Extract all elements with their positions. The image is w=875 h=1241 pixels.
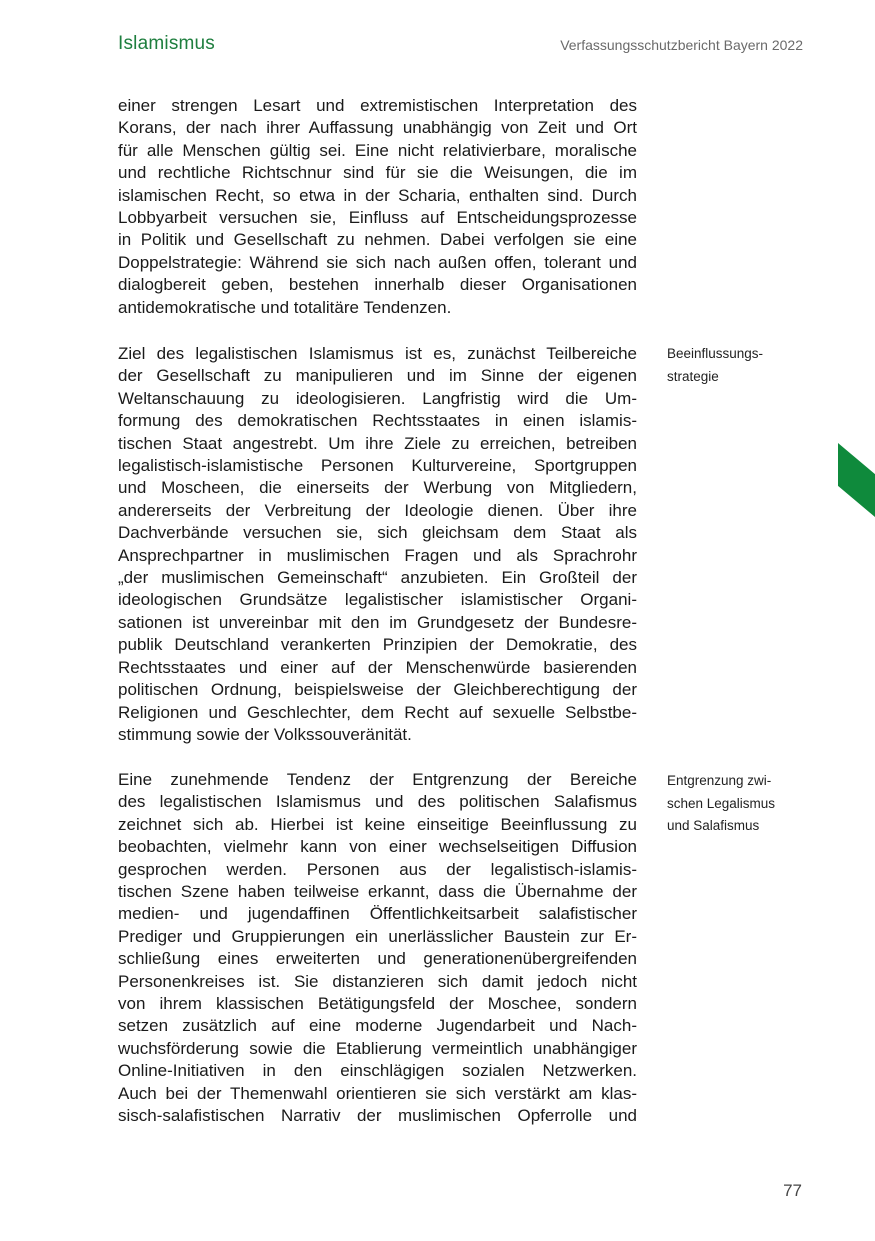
text-line: ideologischen Grundsätze legalistischer islamistischer Organi- <box>118 590 637 610</box>
text-line: andererseits der Verbreitung der Ideologie dienen. Über ihre <box>118 500 637 520</box>
text-line: stimmung sowie der Volkssouveränität. <box>118 724 412 744</box>
text-line: Lobbyarbeit versuchen sie, Einfluss auf Entscheidungsprozesse <box>118 208 637 228</box>
text-line: politischen Ordnung, beispielsweise der Gleichberechtigung der <box>118 680 637 700</box>
text-line: Prediger und Gruppierungen ein unerlässlicher Baustein zur Er- <box>118 926 637 946</box>
chapter-tab-marker <box>838 443 875 517</box>
text-line: für alle Menschen gültig sei. Eine nicht relativierbare, moralische <box>118 140 637 160</box>
margin-note-line: und Salafismus <box>667 818 760 833</box>
margin-note-line: schen Legalismus <box>667 795 776 811</box>
text-line: tischen Staat angestrebt. Um ihre Ziele zu erreichen, betreiben <box>118 433 637 453</box>
text-line: antidemokratische und totalitäre Tendenzen. <box>118 297 452 317</box>
text-line: einer strengen Lesart und extremistischen Interpretation des <box>118 96 637 115</box>
text-line: sisch-salafistischen Narrativ der muslimischen Opferrolle und <box>118 1106 637 1126</box>
text-line: Ziel des legalistischen Islamismus ist es, zunächst Teilbereiche <box>118 344 637 363</box>
text-line: Ansprechpartner in muslimischen Fragen und als Sprachrohr <box>118 545 637 565</box>
text-line: legalistisch-islamistische Personen Kulturvereine, Sportgruppen <box>118 456 637 476</box>
text-line: schließung eines erweiterten und generationenübergreifenden <box>118 949 637 969</box>
text-line: Weltanschauung zu ideologisieren. Langfristig wird die Um- <box>118 388 637 408</box>
text-line: medien- und jugendaffinen Öffentlichkeitsarbeit salafistischer <box>118 904 637 924</box>
text-line: Doppelstrategie: Während sie sich nach außen offen, tolerant und <box>118 252 637 272</box>
text-line: Rechtsstaates und einer auf der Menschenwürde basierenden <box>118 657 637 677</box>
text-line: Online-Initiativen in den einschlägigen sozialen Netzwerken. <box>118 1061 637 1081</box>
margin-note-line: strategie <box>667 368 719 384</box>
margin-note-influence-strategy <box>667 343 807 388</box>
paragraph-2 <box>118 343 637 746</box>
report-title: Verfassungsschutzbericht Bayern 2022 <box>560 37 803 53</box>
text-line: zeichnet sich ab. Hierbei ist keine einseitige Beeinflussung zu <box>118 814 637 834</box>
text-line: Religionen und Geschlechter, dem Recht auf sexuelle Selbstbe- <box>118 702 637 722</box>
text-line: Auch bei der Themenwahl orientieren sie sich verstärkt am klas- <box>118 1083 637 1103</box>
paragraph-1 <box>118 95 637 319</box>
text-line: publik Deutschland verankerten Prinzipien der Demokratie, des <box>118 635 637 655</box>
text-line: wuchsförderung sowie die Etablierung vermeintlich unabhängiger <box>118 1038 637 1058</box>
text-line: und Moscheen, die einerseits der Werbung von Mitgliedern, <box>118 478 637 498</box>
text-line: in Politik und Gesellschaft zu nehmen. Dabei verfolgen sie eine <box>118 230 637 250</box>
text-line: Personenkreises ist. Sie distanzieren sich damit jedoch nicht <box>118 971 637 991</box>
text-line: Korans, der nach ihrer Auffassung unabhängig von Zeit und Ort <box>118 118 637 138</box>
section-title: Islamismus <box>118 33 216 54</box>
text-line: „der muslimischen Gemeinschaft“ anzubieten. Ein Großteil der <box>118 568 637 588</box>
text-line: formung des demokratischen Rechtsstaates in einen islamis- <box>118 411 637 431</box>
text-line: der Gesellschaft zu manipulieren und im Sinne der eigenen <box>118 366 637 386</box>
page-number: 77 <box>783 1181 802 1200</box>
text-line: beobachten, vielmehr kann von einer wechselseitigen Diffusion <box>118 837 637 857</box>
text-line: tischen Szene haben teilweise erkannt, dass die Übernahme der <box>118 882 637 902</box>
text-line: Dachverbände versuchen sie, sich gleichsam dem Staat als <box>118 523 637 543</box>
text-line: setzen zusätzlich auf eine moderne Jugendarbeit und Nach- <box>118 1016 637 1036</box>
margin-note-line: Entgrenzung zwi- <box>667 773 772 788</box>
margin-note-line: Beeinflussungs- <box>667 346 764 361</box>
text-line: Eine zunehmende Tendenz der Entgrenzung der Bereiche <box>118 770 637 789</box>
text-line: und rechtliche Richtschnur sind für sie die Weisungen, die im <box>118 163 637 183</box>
text-line: islamischen Recht, so etwa in der Scharia, enthalten sind. Durch <box>118 185 637 205</box>
text-line: des legalistischen Islamismus und des politischen Salafismus <box>118 792 637 812</box>
text-line: gesprochen werden. Personen aus der legalistisch-islamis- <box>118 859 637 879</box>
paragraph-3 <box>118 769 637 1128</box>
text-line: sationen ist unvereinbar mit den im Grundgesetz der Bundesre- <box>118 612 637 632</box>
text-line: dialogbereit geben, bestehen innerhalb dieser Organisationen <box>118 275 637 295</box>
text-line: von ihrem klassischen Betätigungsfeld der Moschee, sondern <box>118 994 637 1014</box>
margin-note-legalism-salafism <box>667 770 807 838</box>
